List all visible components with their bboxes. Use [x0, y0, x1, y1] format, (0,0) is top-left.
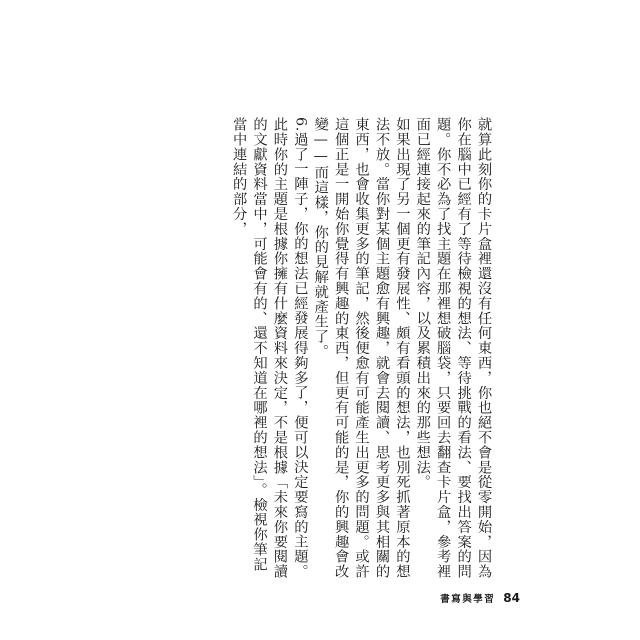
body-text [176, 117, 494, 583]
paragraph-2: 如果出現了另一個更有發展性、頗有看頭的想法，也別死抓著原本的想法不放。當你對某個主題愈有興趣，就會去閱讀、思考更多與其相關的東西，也會收集更多的筆記，然後便愈有可能產生出更多的問題。或許這個正是一開始你覺得有興趣的東西，但更有可能的是，你的興趣會改變——而這樣，你的見解就產生了。 [312, 117, 411, 579]
page-number: 84 [503, 591, 520, 605]
running-title: 書寫與學習 [440, 594, 496, 605]
numbered-item-6 [229, 117, 311, 583]
item-text: 過了一陣子，你的想法已經發展得夠多了，便可以決定要寫的主題。此時你的主題是根據你擁有什麼資料來決定，不是根據「未來你要閱讀的文獻資料當中，可能會有的、還不知道在哪裡的想法」。檢視你筆記當中連結的部分， [231, 117, 309, 579]
paragraph-1: 就算此刻你的卡片盒裡還沒有任何東西，你也絕不會是從零開始，因為你在腦中已經有了等待檢視的想法、等待挑戰的看法、要找出答案的問題。你不必為了找主題在那裡想破腦袋，只要回去翻查卡片盒，參考裡面已經連接起來的筆記內容，以及累積出來的那些想法。 [414, 117, 492, 579]
item-number: 6. [292, 117, 309, 132]
page-footer [400, 589, 520, 607]
